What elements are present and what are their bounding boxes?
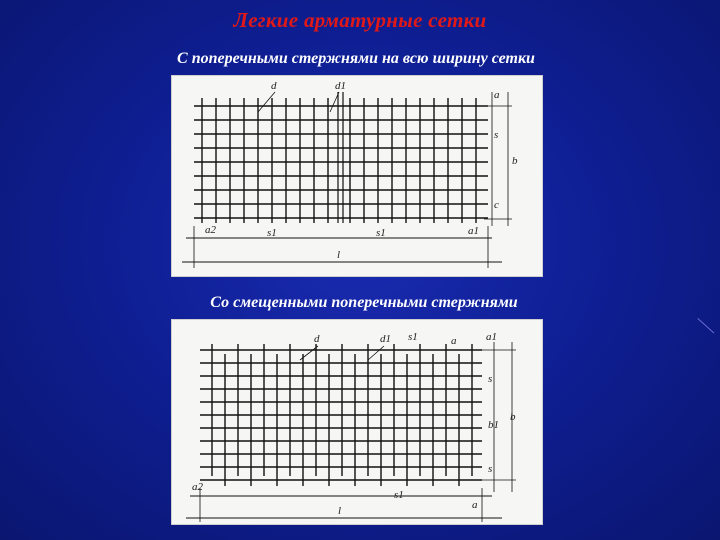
mesh2-label-l: l xyxy=(338,505,342,517)
mesh2-label-d1: d1 xyxy=(380,333,391,345)
mesh2-label-s3: s1 xyxy=(394,489,404,501)
mesh2-label-b1: b1 xyxy=(488,419,499,431)
mesh1-label-l: l xyxy=(337,249,341,261)
mesh2-label-a3: a xyxy=(472,499,478,511)
mesh2-label-b: b xyxy=(510,411,516,423)
mesh1-label-a: a xyxy=(494,89,500,101)
mesh2-label-s1: s1 xyxy=(408,331,418,343)
mesh-diagram-offset-bars xyxy=(172,320,542,524)
mesh1-label-s: s xyxy=(494,129,499,141)
decorative-line xyxy=(697,318,714,333)
mesh2-label-a2: a2 xyxy=(192,481,203,493)
mesh2-label-a: a xyxy=(451,335,457,347)
mesh1-label-a2: a2 xyxy=(205,224,216,236)
mesh1-label-d1: d1 xyxy=(335,80,346,92)
mesh1-label-a1: a1 xyxy=(468,225,479,237)
slide-title: Легкие арматурные сетки xyxy=(233,8,487,32)
mesh2-label-d: d xyxy=(314,333,320,345)
mesh2-label-s2: s xyxy=(488,463,493,475)
mesh1-label-c: c xyxy=(494,199,499,211)
section2-heading: Со смещенными поперечными стержнями xyxy=(210,294,518,311)
mesh1-label-s1a: s1 xyxy=(267,227,277,239)
section1-heading: С поперечными стержнями на всю ширину сетки xyxy=(177,50,535,67)
mesh2-label-s: s xyxy=(488,373,493,385)
mesh2-label-a1: a1 xyxy=(486,331,497,343)
mesh2-drawing xyxy=(172,320,542,524)
mesh1-drawing xyxy=(172,76,542,276)
mesh-diagram-full-width xyxy=(172,76,542,276)
mesh1-label-b: b xyxy=(512,155,518,167)
mesh1-label-s1b: s1 xyxy=(376,227,386,239)
mesh1-label-d: d xyxy=(271,80,277,92)
mesh2-leader xyxy=(300,346,318,360)
